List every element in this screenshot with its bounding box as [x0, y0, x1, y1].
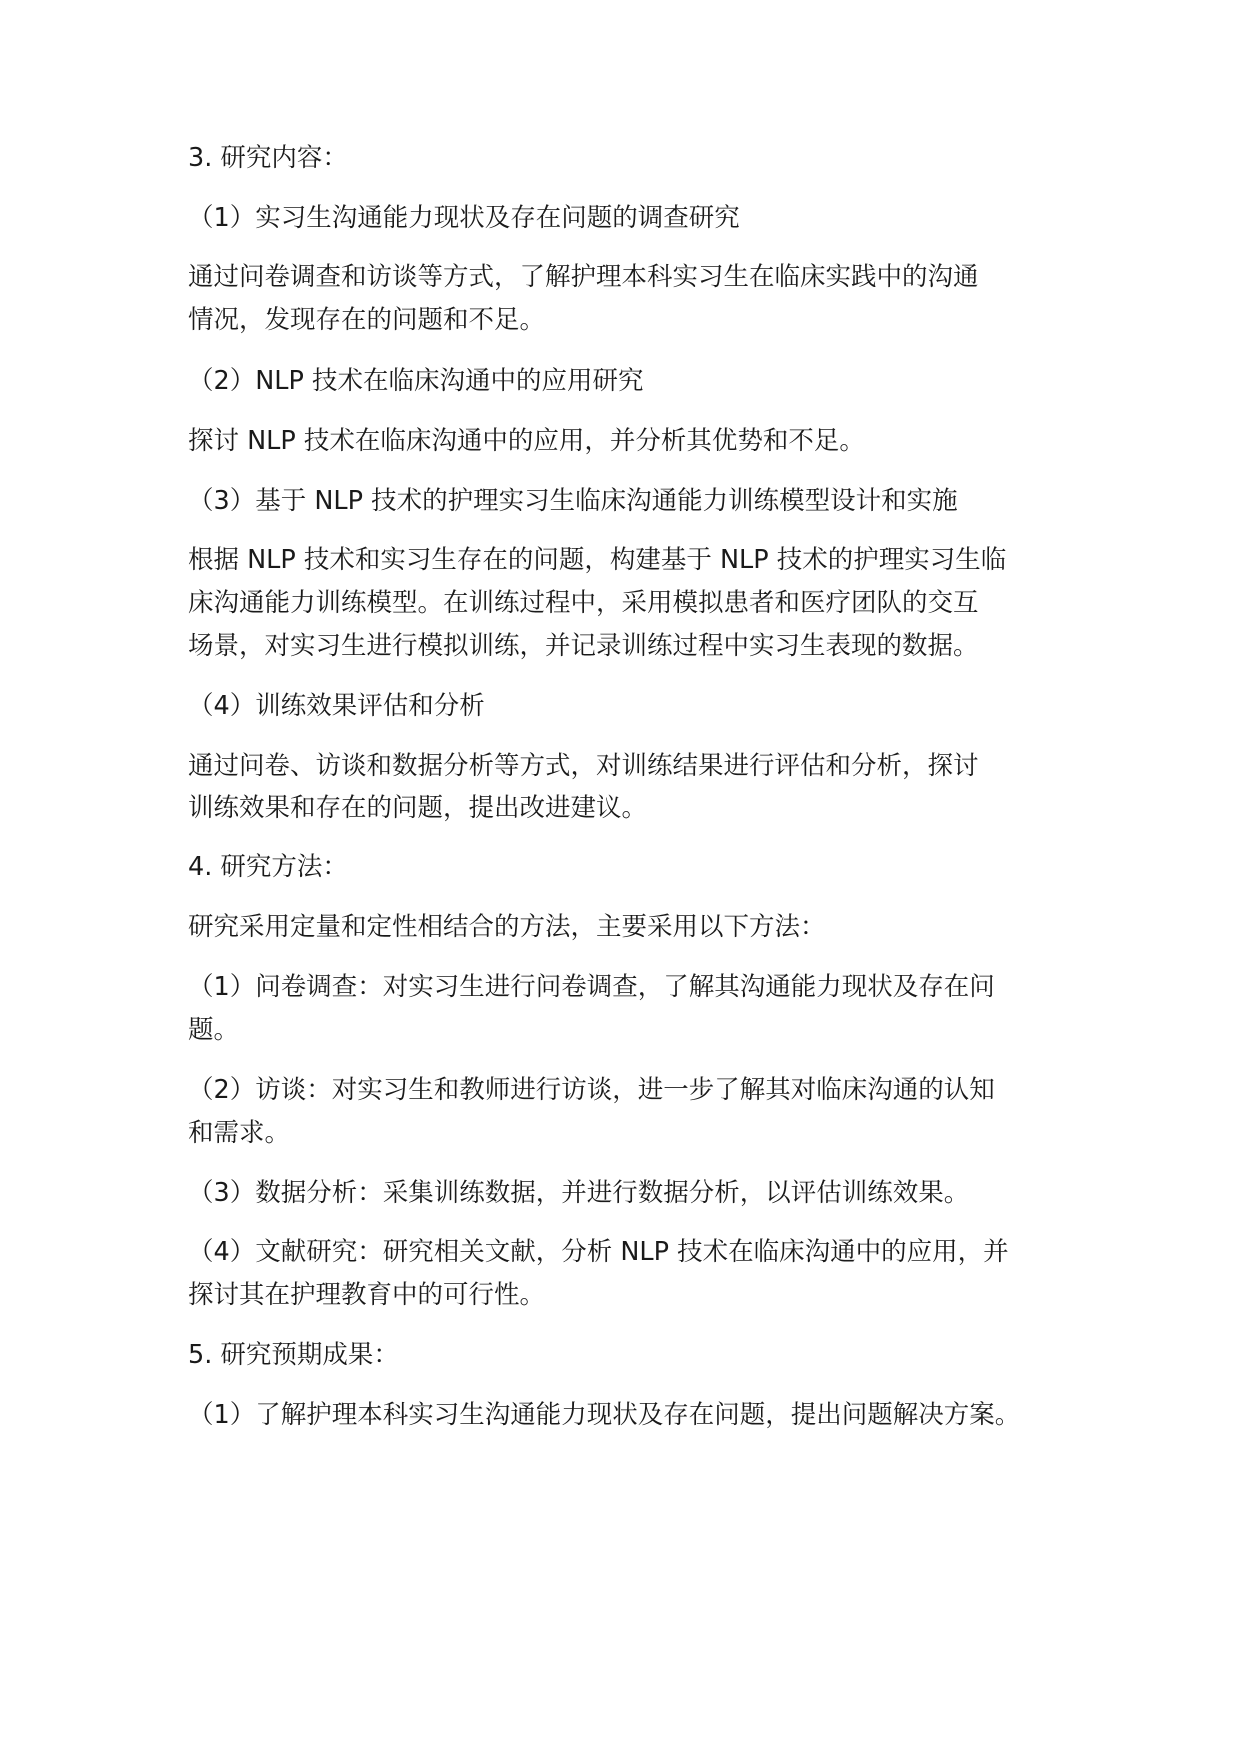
content-item-2-title: （2）NLP 技术在临床沟通中的应用研究: [188, 366, 644, 396]
content-item-3-title: （3）基于 NLP 技术的护理实习生临床沟通能力训练模型设计和实施: [188, 486, 958, 516]
content-item-1-body-line-2: 情况，发现存在的问题和不足。: [188, 305, 546, 335]
method-1-line-1: （1）问卷调查：对实习生进行问卷调查，了解其沟通能力现状及存在问: [188, 972, 995, 1002]
outcome-1: （1）了解护理本科实习生沟通能力现状及存在问题，提出问题解决方案。: [188, 1400, 1021, 1430]
content-item-1-body-line-1: 通过问卷调查和访谈等方式，了解护理本科实习生在临床实践中的沟通: [188, 262, 979, 292]
method-4-line-2: 探讨其在护理教育中的可行性。: [188, 1280, 546, 1310]
method-2-line-1: （2）访谈：对实习生和教师进行访谈，进一步了解其对临床沟通的认知: [188, 1075, 995, 1105]
content-item-3-body-line-1: 根据 NLP 技术和实习生存在的问题，构建基于 NLP 技术的护理实习生临: [188, 545, 1007, 575]
content-item-4-body-line-1: 通过问卷、访谈和数据分析等方式，对训练结果进行评估和分析，探讨: [188, 751, 979, 781]
content-item-2-body-line-1: 探讨 NLP 技术在临床沟通中的应用，并分析其优势和不足。: [188, 426, 865, 456]
method-3-line-1: （3）数据分析：采集训练数据，并进行数据分析，以评估训练效果。: [188, 1178, 970, 1208]
content-item-3-body-line-3: 场景，对实习生进行模拟训练，并记录训练过程中实习生表现的数据。: [188, 631, 979, 661]
method-4-line-1: （4）文献研究：研究相关文献，分析 NLP 技术在临床沟通中的应用，并: [188, 1237, 1009, 1267]
content-item-4-body-line-2: 训练效果和存在的问题，提出改进建议。: [188, 793, 648, 823]
section-heading-research-content: 3. 研究内容：: [188, 143, 348, 173]
methods-intro: 研究采用定量和定性相结合的方法，主要采用以下方法：: [188, 912, 826, 942]
section-heading-research-methods: 4. 研究方法：: [188, 852, 348, 882]
content-item-1-title: （1）实习生沟通能力现状及存在问题的调查研究: [188, 203, 740, 233]
content-item-3-body-line-2: 床沟通能力训练模型。在训练过程中，采用模拟患者和医疗团队的交互: [188, 588, 979, 618]
method-1-line-2: 题。: [188, 1015, 240, 1045]
content-item-4-title: （4）训练效果评估和分析: [188, 691, 485, 721]
method-2-line-2: 和需求。: [188, 1118, 291, 1148]
section-heading-expected-outcomes: 5. 研究预期成果：: [188, 1340, 399, 1370]
